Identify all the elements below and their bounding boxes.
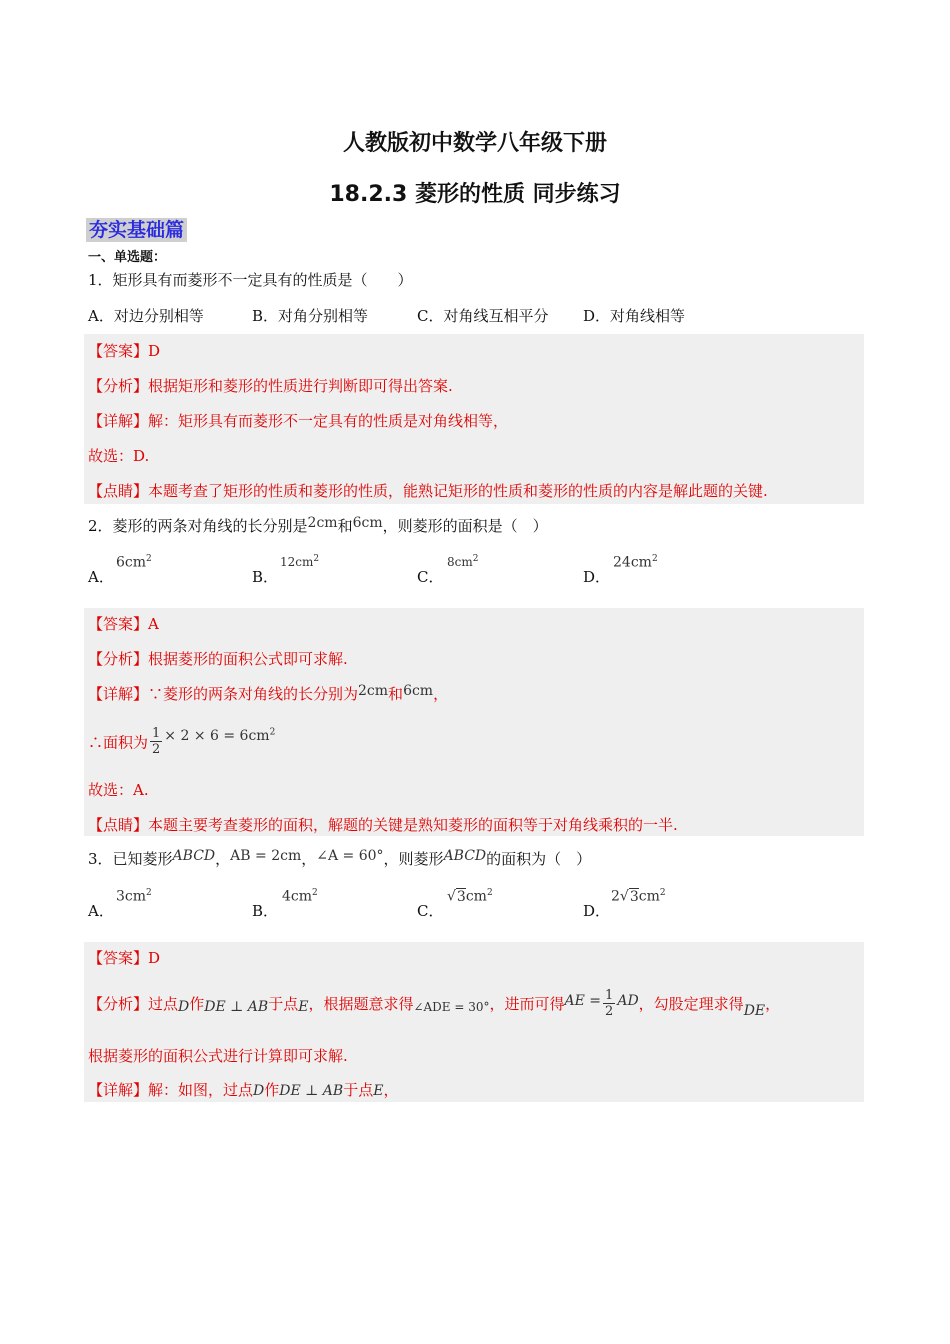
q3-option-b-sup: 2 bbox=[312, 888, 318, 898]
q2-option-a-sup: 2 bbox=[146, 554, 152, 564]
q2-frac-num: 1 bbox=[152, 726, 161, 742]
q1-answer-box bbox=[84, 334, 864, 504]
q2-option-c-num: 8cm bbox=[447, 555, 473, 569]
q2-option-b-num: 12cm bbox=[280, 555, 314, 569]
q3-option-d-radicand: 3 bbox=[629, 888, 639, 905]
document-title: 人教版初中数学八年级下册 bbox=[342, 131, 607, 156]
q2-option-b-letter: B． bbox=[252, 568, 279, 586]
q3-option-c-value bbox=[447, 888, 493, 905]
q3-analysis-line2: 根据菱形的面积公式进行计算即可求解. bbox=[88, 1047, 348, 1065]
q3-option-b bbox=[252, 888, 318, 921]
q2-option-d-letter: D． bbox=[583, 568, 611, 586]
q2-options bbox=[88, 554, 868, 586]
q3-analysis-ae: AE = bbox=[564, 993, 602, 1009]
q3-option-c-root: √ bbox=[447, 888, 456, 905]
q3-option-c bbox=[417, 888, 493, 921]
q2-detail-and: 和 bbox=[388, 685, 404, 703]
q2-option-a-letter: A． bbox=[88, 568, 114, 586]
q3-analysis-frac-den: 2 bbox=[605, 1003, 614, 1019]
q3-analysis-ad: AD bbox=[617, 993, 639, 1009]
q3-analysis-end: ， bbox=[765, 995, 781, 1013]
q3-stem-pre: 3．已知菱形 bbox=[88, 850, 173, 868]
q2-option-b-sup: 2 bbox=[313, 554, 320, 564]
q3-detail-E: E bbox=[373, 1083, 384, 1099]
q2-option-c bbox=[417, 554, 479, 587]
q3-option-a-sup: 2 bbox=[146, 888, 152, 898]
q3-option-a-value bbox=[116, 888, 152, 905]
q3-option-d bbox=[583, 888, 666, 921]
q2-option-d-sup: 2 bbox=[651, 554, 658, 564]
q1-option-d: D．对角线相等 bbox=[583, 307, 686, 325]
q3-options bbox=[88, 888, 868, 920]
q2-answer: 【答案】A bbox=[88, 615, 159, 633]
q3-detail-end: ， bbox=[383, 1081, 399, 1099]
q1-option-b: B．对角分别相等 bbox=[252, 307, 369, 325]
q2-math-2cm: 2cm bbox=[307, 515, 338, 531]
q2-detail-2cm: 2cm bbox=[358, 683, 389, 699]
q2-option-c-sup: 2 bbox=[472, 554, 479, 564]
q3-detail-D: D bbox=[253, 1083, 265, 1099]
q3-analysis-gougu: ，勾股定理求得 bbox=[638, 995, 744, 1013]
q2-option-d bbox=[583, 554, 658, 587]
q2-option-a bbox=[88, 554, 152, 587]
q3-option-a-letter: A． bbox=[88, 902, 114, 920]
q2-option-c-letter: C． bbox=[417, 568, 444, 586]
q3-math-ab: AB = 2cm bbox=[230, 848, 302, 864]
q2-area-expr-sup: 2 bbox=[269, 727, 276, 737]
q1-stem: 1．矩形具有而菱形不一定具有的性质是（ ） bbox=[88, 271, 413, 289]
q3-option-a-num: 3cm bbox=[116, 888, 147, 905]
q3-option-b-letter: B． bbox=[252, 902, 279, 920]
q1-answer: 【答案】D bbox=[88, 342, 161, 360]
q1-option-c: C．对角线互相平分 bbox=[417, 307, 549, 325]
q3-analysis-de: DE bbox=[743, 1003, 766, 1019]
q2-stem bbox=[88, 516, 548, 537]
q2-detail bbox=[88, 684, 448, 705]
q3-analysis-pre: 【分析】过点 bbox=[88, 995, 179, 1013]
q3-analysis-fraction bbox=[603, 988, 615, 1019]
q2-comment: 【点睛】本题主要考查菱形的面积，解题的关键是熟知菱形的面积等于对角线乘积的一半. bbox=[88, 816, 678, 834]
q3-option-c-radicand: 3 bbox=[456, 888, 466, 905]
q3-stem bbox=[88, 849, 591, 870]
q2-detail-pre: 【详解】∵菱形的两条对角线的长分别为 bbox=[88, 685, 359, 703]
q3-option-c-letter: C． bbox=[417, 902, 444, 920]
q2-option-a-value bbox=[116, 554, 152, 571]
q3-math-abcd-2: ABCD bbox=[443, 848, 487, 864]
q1-comment: 【点睛】本题考查了矩形的性质和菱形的性质，能熟记矩形的性质和菱形的性质的内容是解此题的关键. bbox=[88, 482, 768, 500]
q1-choose: 故选：D. bbox=[88, 447, 150, 465]
q2-area-line bbox=[88, 720, 275, 760]
q2-frac-den: 2 bbox=[152, 742, 161, 758]
q2-area-pre: ∴面积为 bbox=[88, 733, 149, 752]
q3-detail-pre: 【详解】解：如图，过点 bbox=[88, 1081, 254, 1099]
q3-detail-perp: DE ⊥ AB bbox=[279, 1083, 344, 1099]
q2-option-d-num: 24cm bbox=[613, 554, 652, 571]
q3-option-d-root: √ bbox=[619, 888, 629, 905]
q2-stem-pre: 2．菱形的两条对角线的长分别是 bbox=[88, 517, 308, 535]
q2-answer-box bbox=[84, 608, 864, 836]
section-badge: 夯实基础篇 bbox=[86, 218, 187, 242]
q2-math-6cm: 6cm bbox=[352, 515, 383, 531]
q2-analysis: 【分析】根据菱形的面积公式即可求解. bbox=[88, 650, 348, 668]
q3-option-a bbox=[88, 888, 152, 921]
q3-detail-zuo: 作 bbox=[264, 1081, 280, 1099]
q3-option-d-value bbox=[611, 888, 666, 905]
q2-detail-post: ， bbox=[433, 685, 449, 703]
q3-option-c-unit: cm bbox=[465, 888, 487, 905]
q3-option-d-sup: 2 bbox=[659, 888, 666, 898]
q3-math-abcd: ABCD bbox=[172, 848, 216, 864]
q2-and: 和 bbox=[337, 517, 353, 535]
q2-area-expr bbox=[164, 728, 275, 744]
q3-math-angle: ∠A = 60° bbox=[316, 848, 384, 864]
q3-analysis-then: ，进而可得 bbox=[489, 995, 565, 1013]
q2-stem-post: ，则菱形的面积是（ ） bbox=[382, 517, 548, 535]
q3-answer-box bbox=[84, 942, 864, 1102]
q3-sep1: ， bbox=[215, 850, 231, 868]
q3-analysis-E: E bbox=[298, 999, 309, 1015]
q2-option-a-num: 6cm bbox=[116, 554, 147, 571]
q3-analysis-zuo: 作 bbox=[189, 995, 205, 1013]
q2-option-b-value bbox=[280, 554, 319, 569]
q3-option-c-sup: 2 bbox=[486, 888, 493, 898]
q3-sep2: ， bbox=[301, 850, 317, 868]
q3-analysis-D: D bbox=[178, 999, 190, 1015]
q3-option-d-coef: 2 bbox=[611, 888, 620, 905]
q3-detail bbox=[88, 1080, 398, 1101]
q2-option-c-value bbox=[447, 554, 478, 569]
q3-analysis-yudian: 于点 bbox=[268, 995, 299, 1013]
document-subtitle: 18.2.3 菱形的性质 同步练习 bbox=[329, 182, 621, 207]
q3-stem-post: 的面积为（ ） bbox=[486, 850, 592, 868]
q3-option-b-num: 4cm bbox=[282, 888, 313, 905]
q3-stem-mid: ，则菱形 bbox=[383, 850, 444, 868]
q2-detail-6cm: 6cm bbox=[403, 683, 434, 699]
q1-analysis: 【分析】根据矩形和菱形的性质进行判断即可得出答案. bbox=[88, 377, 453, 395]
q3-option-d-letter: D． bbox=[583, 902, 611, 920]
q2-area-fraction bbox=[150, 726, 162, 757]
q3-answer: 【答案】D bbox=[88, 949, 161, 967]
q3-detail-yudian: 于点 bbox=[343, 1081, 374, 1099]
q3-analysis bbox=[88, 984, 780, 1024]
section-subhead: 一、单选题： bbox=[88, 250, 167, 265]
q2-option-d-value bbox=[613, 554, 658, 571]
q3-analysis-mid: ，根据题意求得 bbox=[308, 995, 414, 1013]
q1-detail: 【详解】解：矩形具有而菱形不一定具有的性质是对角线相等， bbox=[88, 412, 509, 430]
q2-option-b bbox=[252, 554, 320, 587]
q3-analysis-angle: ∠ADE = 30° bbox=[413, 1000, 490, 1014]
q2-choose: 故选：A. bbox=[88, 781, 149, 799]
q3-option-d-unit: cm bbox=[638, 888, 660, 905]
q1-option-a: A．对边分别相等 bbox=[88, 307, 204, 325]
q3-analysis-frac-num: 1 bbox=[605, 987, 614, 1003]
q2-area-expr-text: × 2 × 6 = 6cm bbox=[164, 727, 270, 744]
q3-option-b-value bbox=[282, 888, 318, 905]
q3-analysis-perp: DE ⊥ AB bbox=[204, 999, 269, 1015]
